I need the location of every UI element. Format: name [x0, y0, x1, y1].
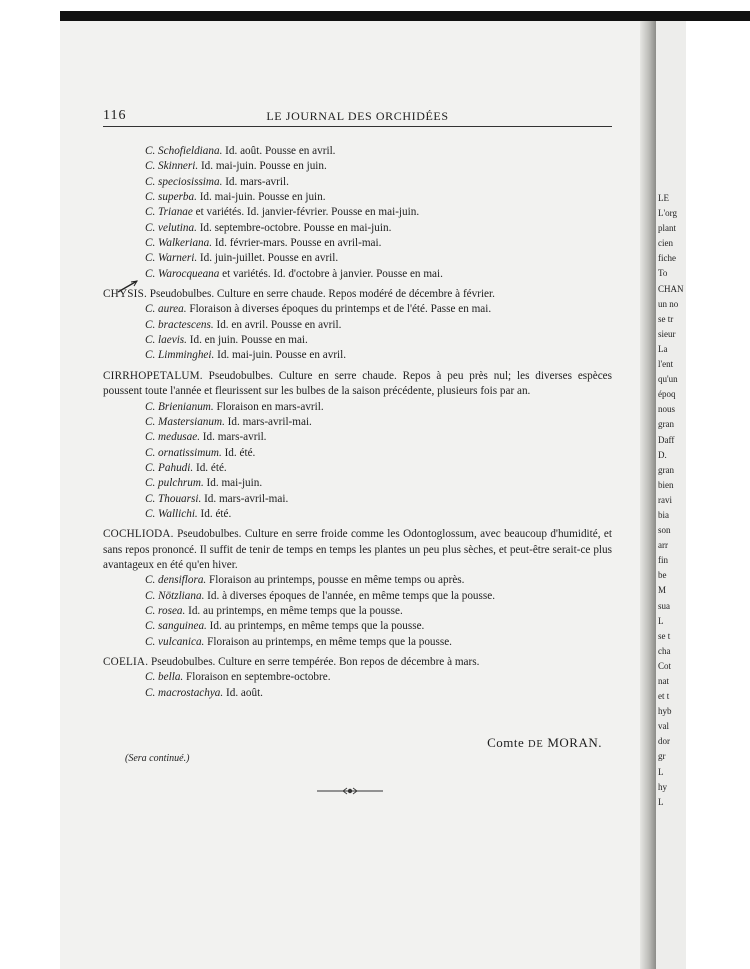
- pencil-mark: [117, 279, 139, 293]
- species-entry: [103, 400, 612, 415]
- species-name: C. Thouarsi.: [145, 492, 202, 505]
- species-detail: Id. mai-juin. Pousse en juin.: [196, 191, 326, 204]
- genus-description: Pseudobulbes. Culture en serre chaude. Repos à peu près nul; les diverses espèces poussent toute l'année et fleurissent sur les bulbes de la saison précédente, plusieurs fois par an.: [103, 369, 612, 398]
- species-entry: [103, 430, 612, 445]
- species-detail: Floraison en septembre-octobre.: [183, 671, 331, 684]
- facing-page-fragment: fiche: [658, 253, 676, 264]
- species-name: C. densiflora.: [145, 574, 207, 587]
- facing-page-fragment: dor: [658, 736, 670, 747]
- species-entry: [103, 251, 612, 266]
- species-detail: Id. mars-avril.: [222, 175, 289, 188]
- species-detail: Id. mars-avril-mai.: [201, 492, 289, 505]
- facing-page-fragment: gran: [658, 464, 674, 475]
- facing-page-fragment: arr: [658, 540, 668, 551]
- species-detail: et variétés. Id. janvier-février. Pousse en mai-juin.: [192, 206, 420, 219]
- facing-page-fragment: LE: [658, 193, 669, 203]
- species-detail: Id. à diverses époques de l'année, en même temps que la pousse.: [204, 589, 495, 602]
- species-detail: Id. été.: [193, 461, 227, 474]
- species-entry: [103, 318, 612, 333]
- genus-description: Pseudobulbes. Culture en serre chaude. Repos modéré de décembre à février.: [147, 288, 495, 301]
- facing-page-fragment: be: [658, 570, 667, 581]
- species-entry: [103, 476, 612, 491]
- facing-page-fragment: se tr: [658, 313, 674, 324]
- species-entry: [103, 686, 612, 701]
- species-name: C. aurea.: [145, 303, 187, 316]
- page-header: [103, 108, 612, 124]
- page-gutter: [640, 21, 656, 969]
- species-entry: [103, 236, 612, 251]
- species-entry: [103, 190, 612, 205]
- facing-page-fragment: époq: [658, 389, 676, 400]
- genus-description: Pseudobulbes. Culture en serre tempérée. Bon repos de décembre à mars.: [148, 656, 480, 668]
- species-name: C. Wallichi.: [145, 507, 198, 520]
- species-name: C. rosea.: [145, 604, 186, 617]
- facing-page-fragment: L: [658, 796, 664, 807]
- facing-page-edge: [656, 21, 686, 969]
- facing-page-fragment: bien: [658, 479, 674, 490]
- facing-page-fragment: bia: [658, 509, 669, 520]
- facing-page-fragment: L'org: [658, 208, 677, 219]
- facing-page-fragment: qu'un: [658, 374, 678, 385]
- species-name: C. speciosissima.: [145, 175, 223, 188]
- species-entry: [103, 415, 612, 430]
- species-detail: Floraison à diverses époques du printemps et de l'été. Passe en mai.: [186, 303, 492, 316]
- facing-page-fragment: se t: [658, 630, 671, 641]
- genus-paragraph: [103, 655, 612, 670]
- continuation-note: (Sera continué.): [125, 753, 190, 764]
- facing-page-fragment: gran: [658, 419, 674, 430]
- species-entry: [103, 333, 612, 348]
- facing-page-fragment: sua: [658, 600, 670, 611]
- orchid-list: [103, 144, 612, 701]
- species-detail: Id. en avril. Pousse en avril.: [213, 318, 342, 331]
- species-name: C. macrostachya.: [145, 686, 224, 699]
- species-name: C. Walkeriana.: [145, 237, 213, 250]
- facing-page-fragment: hyb: [658, 706, 672, 717]
- species-entry: [103, 144, 612, 159]
- running-title: LE JOURNAL DES ORCHIDÉES: [266, 109, 449, 123]
- species-entry: [103, 159, 612, 174]
- species-entry: [103, 267, 612, 282]
- species-detail: Id. février-mars. Pousse en avril-mai.: [212, 237, 382, 250]
- species-detail: Id. août.: [223, 686, 263, 699]
- genus-name: CIRRHOPETALUM.: [103, 369, 203, 382]
- facing-page-fragment: un no: [658, 298, 679, 309]
- facing-page-fragment: M: [658, 585, 667, 596]
- species-name: C. Trianae: [145, 206, 193, 219]
- species-entry: [103, 461, 612, 476]
- species-name: C. Mastersianum.: [145, 415, 225, 428]
- species-entry: [103, 507, 612, 522]
- facing-page-fragment: et t: [658, 691, 670, 702]
- species-name: C. sanguinea.: [145, 620, 207, 633]
- author-signature: Comte DE MORAN.: [487, 735, 602, 750]
- species-entry: [103, 348, 612, 363]
- species-detail: Id. au printemps, en même temps que la pousse.: [185, 604, 403, 617]
- species-entry: [103, 302, 612, 317]
- facing-page-fragment: Daff: [658, 434, 675, 445]
- facing-page-fragment: L: [658, 766, 664, 777]
- header-rule: [103, 126, 612, 127]
- genus-name: COELIA.: [103, 656, 149, 668]
- species-detail: Id. mars-avril-mai.: [224, 415, 312, 428]
- species-entry: [103, 589, 612, 604]
- facing-page-fragment: gr: [658, 751, 666, 762]
- species-entry: [103, 221, 612, 236]
- species-entry: [103, 635, 612, 650]
- page-number: 116: [103, 108, 127, 123]
- species-detail: Floraison en mars-avril.: [213, 400, 324, 413]
- species-name: C. medusae.: [145, 431, 200, 444]
- species-detail: Id. juin-juillet. Pousse en avril.: [197, 252, 339, 265]
- species-name: C. vulcanica.: [145, 635, 205, 648]
- species-name: C. bella.: [145, 671, 184, 684]
- genus-paragraph: [103, 287, 612, 302]
- scan-right-margin: [686, 21, 750, 969]
- facing-page-fragment: To: [658, 268, 668, 279]
- species-name: C. laevis.: [145, 334, 187, 347]
- genus-description: Pseudobulbes. Culture en serre froide comme les Odontoglossum, avec beaucoup d'humidité, et sans repos prononcé. Il suffit de tenir de temps en temps les plantes un peu plus sèches, et peut-être serait-ce plus avantageux en été qu'en hiver.: [103, 528, 612, 571]
- facing-page-fragment: nat: [658, 676, 669, 686]
- species-entry: [103, 573, 612, 588]
- scan-top-edge: [60, 11, 750, 21]
- species-detail: Id. au printemps, en même temps que la pousse.: [206, 620, 425, 633]
- species-name: C. Limminghei.: [145, 349, 215, 362]
- species-entry: [103, 446, 612, 461]
- facing-page-fragment: D.: [658, 449, 667, 460]
- species-detail: Id. août. Pousse en avril.: [222, 145, 336, 157]
- species-detail: Id. mai-juin. Pousse en avril.: [214, 349, 347, 362]
- facing-page-fragments: [658, 191, 684, 810]
- species-detail: Id. mai-juin. Pousse en juin.: [198, 160, 327, 173]
- species-name: C. velutina.: [145, 221, 197, 234]
- facing-page-fragment: CHAN: [658, 283, 684, 294]
- facing-page-fragment: son: [658, 525, 671, 536]
- facing-page-fragment: L: [658, 615, 664, 626]
- species-name: C. pulchrum.: [145, 477, 204, 490]
- species-entry: [103, 619, 612, 634]
- facing-page-fragment: val: [658, 721, 669, 732]
- species-name: C. Warocqueana: [145, 267, 220, 280]
- genus-paragraph: [103, 369, 612, 400]
- species-name: C. Skinneri.: [145, 160, 199, 173]
- species-name: C. Warneri.: [145, 252, 198, 265]
- species-entry: [103, 175, 612, 190]
- species-entry: [103, 670, 612, 685]
- species-name: C. bractescens.: [145, 318, 214, 331]
- facing-page-fragment: sieur: [658, 328, 676, 339]
- facing-page-fragment: l'ent: [658, 359, 674, 370]
- facing-page-fragment: ravi: [658, 494, 672, 505]
- species-entry: [103, 604, 612, 619]
- genus-name: COCHLIODA.: [103, 528, 174, 541]
- facing-page-fragment: nous: [658, 404, 676, 415]
- facing-page-fragment: cien: [658, 238, 673, 249]
- species-detail: Id. été.: [197, 507, 232, 520]
- species-name: C. Schofieldiana.: [145, 145, 223, 157]
- facing-page-fragment: hy: [658, 781, 667, 792]
- species-detail: Floraison au printemps, en même temps que la pousse.: [204, 635, 452, 648]
- facing-page-fragment: fin: [658, 555, 668, 566]
- species-entry: [103, 492, 612, 507]
- species-name: C. Nötzliana.: [145, 589, 205, 602]
- genus-name: CHYSIS.: [103, 288, 147, 301]
- species-entry: [103, 205, 612, 220]
- species-detail: Id. mai-juin.: [203, 477, 263, 490]
- species-detail: Id. septembre-octobre. Pousse en mai-juin.: [196, 221, 392, 234]
- facing-page-fragment: La: [658, 343, 668, 354]
- genus-paragraph: [103, 527, 612, 573]
- species-detail: Id. été.: [221, 446, 256, 459]
- species-detail: Floraison au printemps, pousse en même temps ou après.: [206, 574, 465, 587]
- signature-block: [103, 735, 612, 775]
- species-name: C. ornatissimum.: [145, 446, 222, 459]
- end-ornament: [315, 786, 385, 796]
- facing-page-fragment: Cot: [658, 660, 672, 671]
- species-detail: Id. en juin. Pousse en mai.: [186, 334, 308, 347]
- facing-page-fragment: plant: [658, 223, 676, 234]
- species-name: C. Brienianum.: [145, 400, 214, 413]
- species-detail: et variétés. Id. d'octobre à janvier. Pousse en mai.: [219, 267, 443, 280]
- facing-page-fragment: cha: [658, 645, 671, 656]
- species-name: C. superba.: [145, 191, 197, 204]
- species-detail: Id. mars-avril.: [200, 431, 267, 444]
- species-name: C. Pahudi.: [145, 461, 194, 474]
